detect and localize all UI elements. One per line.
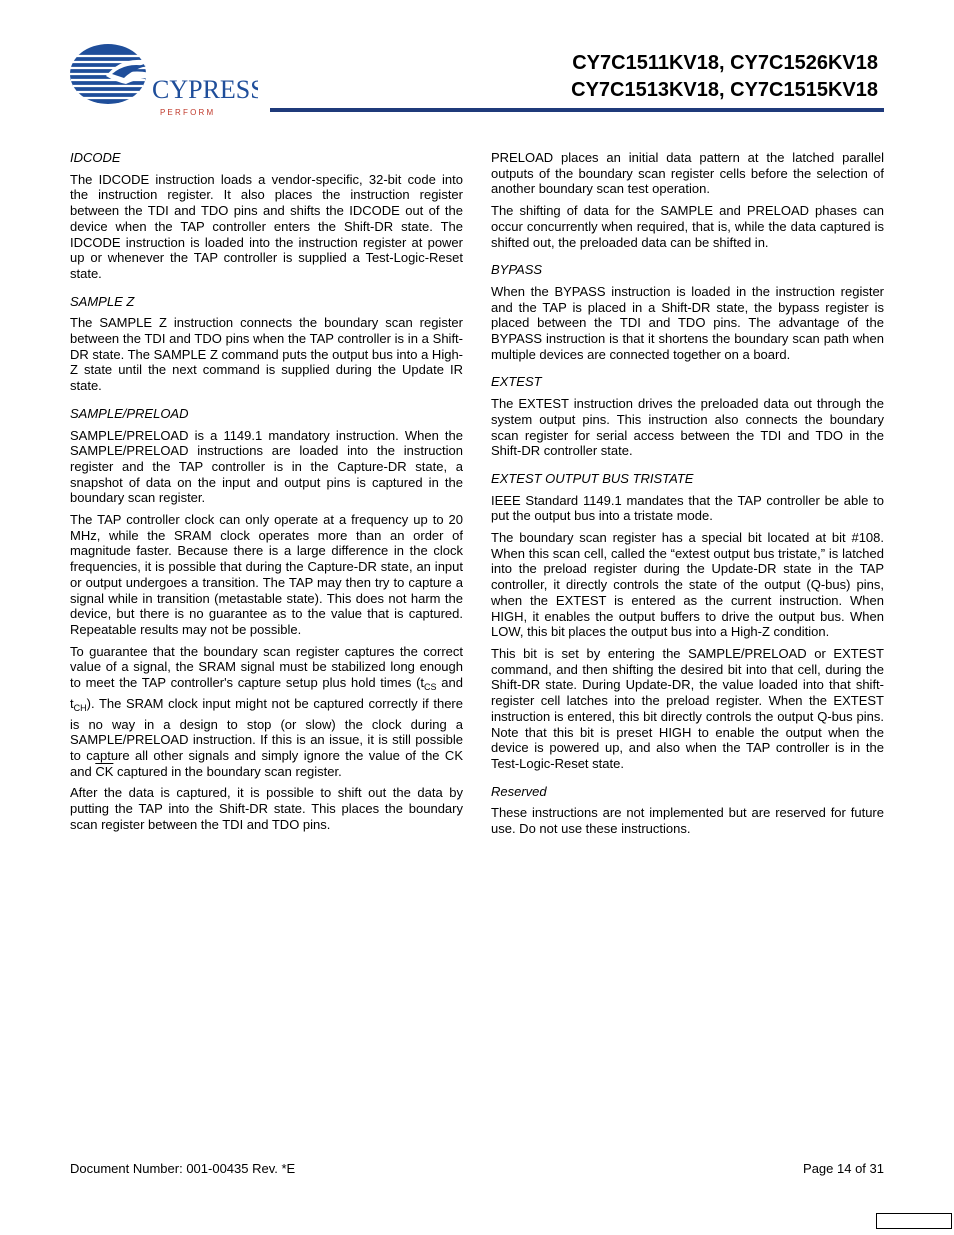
sp3-ck-bar: $\overline{CK}$ (95, 763, 114, 779)
idcode-heading: IDCODE (70, 150, 121, 165)
samplez-paragraph: The SAMPLE Z instruction connects the boundary scan register between the TDI and TDO pins when the TAP controller is in a Shift-DR state. The SAMPLE Z command puts the output bus into a High-Z state until the next command is supplied during the Update IR state. (70, 315, 463, 394)
sp3-text-a: To guarantee that the boundary scan register captures the correct value of a signal, the SRAM signal must be stabilized long enough to meet the TAP controller's capture setup plus hold times (t (70, 643, 463, 691)
preload-paragraph-1: PRELOAD places an initial data pattern at the latched parallel outputs of the boundary scan register cells before the selection of another boundary scan test operation. (491, 150, 884, 197)
feedback-box (876, 1213, 952, 1229)
idcode-paragraph: The IDCODE instruction loads a vendor-specific, 32-bit code into the instruction register. It also places the instruction register between the TDI and TDO pins and shifts the IDCODE out of the device when the TAP controller enters the Shift-DR state. The IDCODE instruction is loaded into the instruction register at power up or whenever the TAP controller is supplied a Test-Logic-Reset state. (70, 171, 463, 281)
extest-output-bus-tristate-heading: EXTEST OUTPUT BUS TRISTATE (491, 470, 694, 486)
sample-preload-paragraph-2: The TAP controller clock can only operate at a frequency up to 20 MHz, while the SRAM clock operates more than an order of magnitude faster. Because there is a large difference in the clock frequencies, it is possible that during the Capture-DR state, an input or output undergoes a transition. The TAP may then try to capture a signal while in transition (metastable state). This does not harm the device, but there is no guarantee as to the value that is captured. Repeatable results may not be possible. (70, 512, 463, 637)
cypress-logo (68, 40, 258, 120)
ebt-paragraph-1: IEEE Standard 1149.1 mandates that the TAP controller be able to put the output bus into a tristate mode. (491, 492, 884, 524)
sample-preload-paragraph-4: After the data is captured, it is possible to shift out the data by putting the TAP into the Shift-DR state. This places the boundary scan register between the TDI and TDO pins. (70, 785, 463, 832)
logo-wordmark: CYPRESS (152, 75, 258, 104)
sp3-text-b: and t (70, 675, 463, 711)
header-rule (270, 108, 884, 112)
document-number: Document Number: 001-00435 Rev. *E (70, 1161, 296, 1176)
ebt-paragraph-2: The boundary scan register has a special bit located at bit #108. When this scan cell, called the “extest output bus tristate,” is latched into the preload register during the Update-DR state in the TAP controller, it directly controls the state of the output (Q-bus) pins, when the EXTEST is entered as the current instruction. When HIGH, it enables the output buffers to drive the output bus. When LOW, this bit places the output bus into a High-Z condition. (491, 530, 884, 640)
title-line-1: CY7C1511KV18, CY7C1526KV18 (572, 52, 878, 74)
logo-tagline: P E R F O R M (160, 108, 214, 117)
page-number: Page 14 of 31 (803, 1161, 884, 1176)
samplez-heading: SAMPLE Z (70, 293, 135, 309)
sample-preload-heading: SAMPLE/PRELOAD (70, 405, 189, 421)
sample-preload-paragraph-3 (70, 644, 463, 780)
sample-preload-paragraph-1: SAMPLE/PRELOAD is a 1149.1 mandatory instruction. When the SAMPLE/PRELOAD instructions are loaded into the instruction register and the TAP controller is in the Capture-DR state, a snapshot of data on the input and output pins is captured in the boundary scan register. (70, 427, 463, 506)
extest-heading: EXTEST (491, 374, 542, 390)
title-line-2: CY7C1513KV18, CY7C1515KV18 (571, 79, 878, 101)
bypass-heading: BYPASS (491, 262, 543, 278)
sp3-text-d: captured in the boundary scan register. (113, 763, 342, 779)
cypress-logo-graphic (68, 40, 258, 120)
sp3-text-c: ). The SRAM clock input might not be captured correctly if there is no way in a design to stop (or slow) the clock during a SAMPLE/PRELOAD instruction. If this is an issue, it is still possible to capture all other signals and simply ignore the value of the CK and (70, 695, 463, 779)
ebt-paragraph-3: This bit is set by entering the SAMPLE/PRELOAD or EXTEST command, and then shifting the desired bit into that cell, during the Shift-DR state. During Update-DR, the value loaded into that shift-register cell latches into the preload register. When the EXTEST instruction is entered, this bit directly controls the output Q-bus pins. Note that this bit is preset HIGH to enable the output when the device is powered up, and also when the TAP controller is in the Test-Logic-Reset state. (491, 645, 884, 771)
left-column (70, 150, 463, 838)
document-title (571, 50, 878, 104)
reserved-heading: Reserved (491, 783, 547, 799)
sp3-subscript-cs: CS (424, 682, 437, 693)
sp3-subscript-ch: CH (73, 702, 87, 713)
extest-paragraph: The EXTEST instruction drives the preloaded data out through the system output pins. This instruction also connects the boundary scan register for serial access between the TDI and TDO in the Shift-DR controller state. (491, 396, 884, 459)
preload-paragraph-2: The shifting of data for the SAMPLE and PRELOAD phases can occur concurrently when required, that is, while the data captured is shifted out, the preloaded data can be shifted in. (491, 203, 884, 250)
right-column (491, 150, 884, 843)
bypass-paragraph: When the BYPASS instruction is loaded in the instruction register and the TAP is placed in a Shift-DR state, the bypass register is placed between the TDI and TDO pins. The advantage of the BYPASS instruction is that it shortens the boundary scan path when multiple devices are connected together on a board. (491, 283, 884, 362)
reserved-paragraph: These instructions are not implemented but are reserved for future use. Do not use these instructions. (491, 805, 884, 837)
